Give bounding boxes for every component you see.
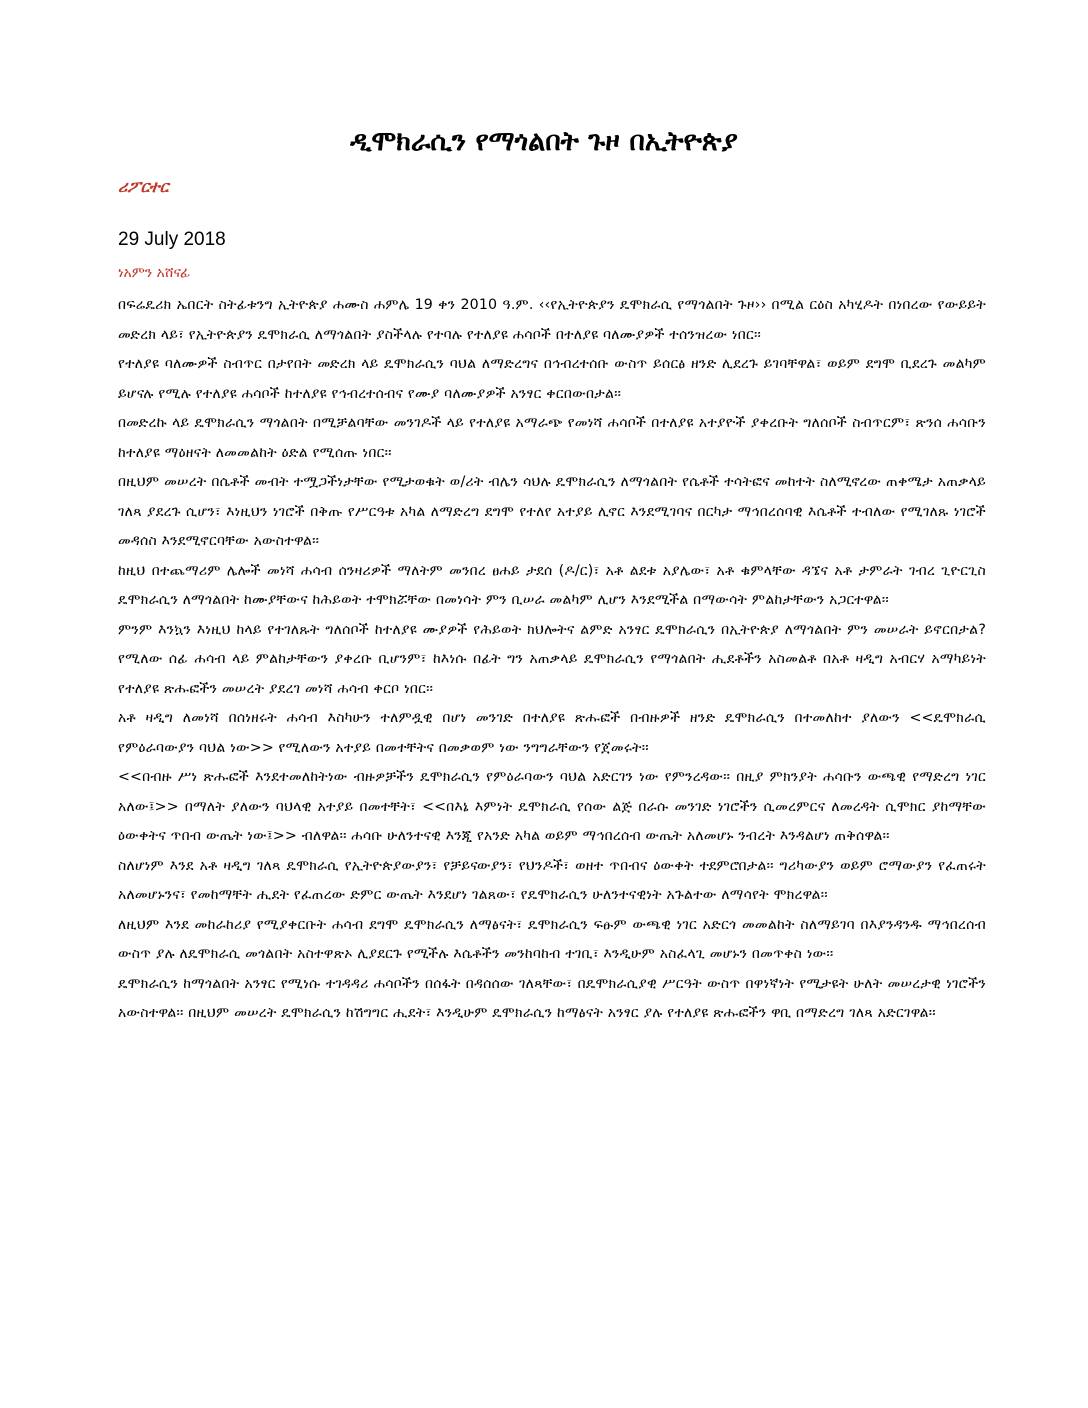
author-name: ነአምን አሸናፊ — [118, 265, 191, 281]
paragraph: ስለሆነም እንደ አቶ ዛዲግ ገለጻ ዴሞክራሲ የኢትዮጵያውያን፣ የቻይናውያን፣ የህንዶች፣ ወዘተ ጥበብና ዕውቀት ተደምሮበታል፡፡ ግሪካውያን ወይም ሮማውያን የፈጠሩት አለመሆኑንና፣ የመከማቸት ሒደት የፈጠረው ድምር ውጤት እንደሆነ ገልጸው፣ የዴሞክራሲን ሁለንተናዊነት አጉልተው ለማሳየት ሞክረዋል፡፡ — [118, 857, 986, 903]
paragraph: በመድረኩ ላይ ዴሞክራሲን ማጎልበት በሚቻልባቸው መንገዶች ላይ የተለያዩ አማራጭ የመነሻ ሐሳቦች በተለያዩ አተያዮች ያቀረቡት ግለሰቦች ስብጥርም፣ ጽንሰ ሐሳቡን ከተለያዩ ማዕዘናት ለመመልከት ዕድል የሚሰጡ ነበር፡፡ — [118, 415, 986, 461]
paragraph: ዴሞክራሲን ከማጎልበት አንፃር የሚነሱ ተገዳዳሪ ሐሳቦችን በሰፋት በዳሰሰው ገለጻቸው፣ በዴሞክራሲያዊ ሥርዓት ውስጥ በዋነኛነት የሚታዩት ሁለት መሠረታዊ ነገሮችን አውስተዋል፡፡ በዚህም መሠረት ዴሞክራሲን ከሽግግር ሒደት፣ እንዲሁም ዴሞክራሲን ከማፅናት አንፃር ያሉ የተለያዩ ጽሑፎችን ዋቢ በማድረግ ገለጻ አድርገዋል፡፡ — [118, 975, 986, 1021]
paragraph: አቶ ዛዲግ ለመነሻ በሰነዘሩት ሐሳብ እስካሁን ተለምዷዊ በሆነ መንገድ በተለያዩ ጽሑፎች በብዙዎች ዘንድ ዴሞክራሲን በተመለከተ ያለውን <<ዴሞክራሲ የምዕራባውያን ባህል ነው>> የሚለውን አተያይ በመተቸትና በመቃወም ነው ንግግራቸውን የጀመሩት፡፡ — [118, 710, 986, 756]
publish-date: 29 July 2018 — [118, 229, 226, 250]
paragraph: ከዚህ በተጨማሪም ሌሎች መነሻ ሐሳብ ሰንዛሪዎች ማለትም መንበረ ፀሐይ ታደሰ (ዶ/ር)፣ አቶ ልደቱ አያሌው፣ አቶ ቁምላቸው ዳኜና አቶ ታምራት ገብረ ጊዮርጊስ ዴሞክራሲን ለማጎልበት ከሙያቸውና ከሕይወት ተሞክሯቸው በመነሳት ምን ቢሠራ መልካም ሊሆን እንደሚችል በማውሳት ምልከታቸውን አጋርተዋል፡፡ — [118, 562, 986, 608]
paragraph: በፍሬዴሪክ ኤበርት ስትፊቱንግ ኢትዮጵያ ሐሙስ ሐምሌ 19 ቀን 2010 ዓ.ም. ‹‹የኢትዮጵያን ዴሞክራሲ የማጎልበት ጉዞ›› በሚል ርዕስ አካሂዶት በነበረው የውይይት መድረክ ላይ፣ የኢትዮጵያን ዴሞክራሲ ለማጎልበት ያስችላሉ የተባሉ የተለያዩ ሐሳቦች በተለያዩ ባለሙያዎች ተሰንዝረው ነበር፡፡ — [118, 297, 986, 343]
paragraph: <<በብዙ ሥነ ጽሑፎች እንደተመለከትነው ብዙዎቻችን ዴሞክራሲን የምዕራባውን ባህል አድርገን ነው የምንረዳው፡፡ በዚያ ምክንያት ሐሳቡን ውጫዊ የማድረግ ነገር አለው፤>> በማለት ያለውን ባህላዊ አተያይ በመተቸት፣ <<በእኔ እምነት ዴሞክራሲ የሰው ልጅ በራሱ መንገድ ነገሮችን ሲመረምርና ለመረዳት ሲሞክር ያከማቸው ዕውቀትና ጥበብ ውጤት ነው፤>> ብለዋል፡፡ ሐሳቡ ሁለንተናዊ እንጂ የአንድ አካል ወይም ማኅበረሰብ ውጤት አለመሆኑ ንብረት እንዳልሆነ ጠቅሰዋል፡፡ — [118, 769, 986, 844]
paragraph: ለዚህም እንደ መከራከሪያ የሚያቀርቡት ሐሳብ ደግሞ ዴሞክራሲን ለማፅናት፣ ዴሞክራሲን ፍፁም ውጫዊ ነገር አድርጎ መመልከት ስለማይገባ በእያንዳንዱ ማኅበረሰብ ውስጥ ያሉ ለዴሞክራሲ መጎልበት አስተዋጽኦ ሊያደርጉ የሚችሉ እሴቶችን መንከባከብ ተገቢ፣ እንዲሁም አስፈላጊ መሆኑን በመጥቀስ ነው፡፡ — [118, 916, 986, 962]
section-label: ሪፖርተር — [118, 177, 169, 196]
article-body — [118, 291, 986, 1029]
paragraph: በዚህም መሠረት በሴቶች መብት ተሟጋችነታቸው የሚታወቁት ወ/ሪት ብሌን ሳህሉ ዴሞክራሲን ለማጎልበት የሴቶች ተሳትፎና መከተት ስለሚኖረው ጠቀሜታ አጠቃላይ ገለጻ ያደረጉ ሲሆን፣ እነዚህን ነገሮች በቅጡ የሥርዓቱ አካል ለማድረግ ደግሞ የተለየ አተያይ ሊኖር እንደሚገባና በርካታ ማኅበረሰባዊ እሴቶች ተብለው የሚገለጹ ነገሮች መዳሰስ እንደሚኖርባቸው አውስተዋል፡፡ — [118, 474, 986, 549]
page-title: ዲሞክራሲን የማጎልበት ጉዞ በኢትዮጵያ — [350, 126, 738, 157]
paragraph: የተለያዩ ባለሙዎች ስብጥር በታየበት መድረክ ላይ ዴሞክራሲን ባህል ለማድረግና በኅብረተሰቡ ውስጥ ይሰርፅ ዘንድ ሊደረጉ ይገባቸዋል፣ ወይም ደግሞ ቢደረጉ መልካም ይሆናሉ የሚሉ የተለያዩ ሐሳቦች ከተለያዩ የኅብረተሰብና የሙያ ባለሙያዎች አንፃር ቀርበውበታል፡፡ — [118, 356, 986, 402]
paragraph: ምንም እንኳን እነዚህ ከላይ የተገለጹት ግለሰቦች ከተለያዩ ሙያዎች የሕይወት ክህሎትና ልምድ አንፃር ዴሞክራሲን በኢትዮጵያ ለማጎልበት ምን መሠራት ይኖርበታል? የሚለው ሰፊ ሐሳብ ላይ ምልከታቸውን ያቀረቡ ቢሆንም፣ ከእነሱ በፊት ግን አጠቃላይ ዴሞክራሲን የማጎልበት ሒደቶችን አስመልቶ በአቶ ዛዲግ አብርሃ አማካይነት የተለያዩ ጽሑፎችን መሠረት ያደረገ መነሻ ሐሳብ ቀርቦ ነበር፡፡ — [118, 621, 986, 697]
